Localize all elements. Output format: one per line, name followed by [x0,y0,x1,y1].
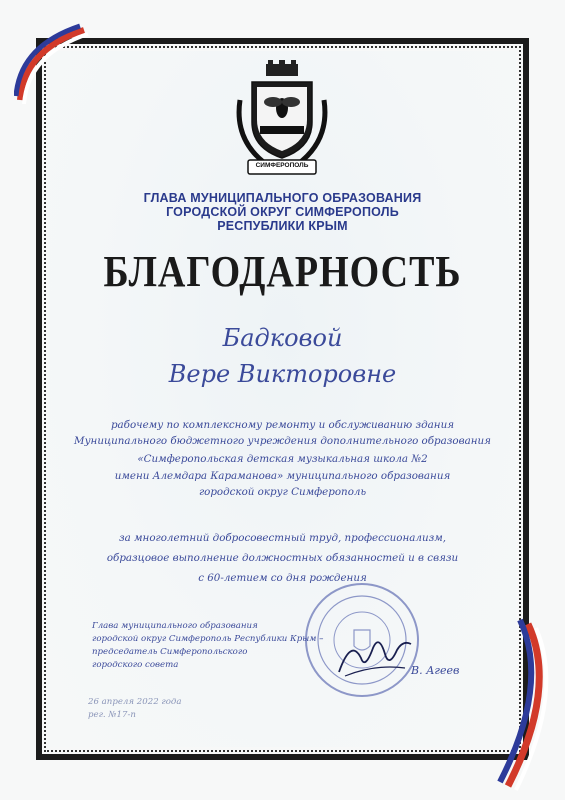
position-line-4: имени Алемдара Караманова» муниципального образования [114,470,451,482]
issue-date-block [88,696,182,722]
signatory-line-3: председатель Симферопольского [92,647,248,657]
reason-line-3: с 60-летием со дня рождения [198,572,367,584]
position-line-3: «Симферопольская детская музыкальная школа №2 [137,453,428,465]
signatory-title [92,620,332,672]
tricolor-ribbon-bottom-right [468,618,563,793]
reason-line-2: образцовое выполнение должностных обязанностей и в связи [106,552,459,564]
issue-date: 26 апреля 2022 года [88,697,182,707]
signatory-line-1: Глава муниципального образования [92,621,258,631]
document-title: БЛАГОДАРНОСТЬ [103,247,462,297]
emblem-city-label: СИМФЕРОПОЛЬ [255,162,309,169]
position-line-5: городской округ Симферополь [198,486,367,498]
header-line-1: ГЛАВА МУНИЦИПАЛЬНОГО ОБРАЗОВАНИЯ [143,191,422,205]
position-line-2: Муниципального бюджетного учреждения дополнительного образования [74,435,491,447]
recipient-name: Вере Викторовне [168,360,397,388]
simferopol-coat-of-arms [232,60,332,178]
registration-number: рег. №17-п [88,710,136,720]
signatory-line-4: городского совета [92,660,179,670]
position-line-1: рабочему по комплексному ремонту и обслуживанию здания [110,419,455,431]
tricolor-ribbon-top-left [14,20,94,110]
header-line-2: ГОРОДСКОЙ ОКРУГ СИМФЕРОПОЛЬ [166,205,399,219]
signatory-line-2: городской округ Симферополь Республики Крым – [92,634,324,644]
handwritten-signature [335,628,415,683]
recipient-surname: Бадковой [222,324,343,352]
header-line-3: РЕСПУБЛИКИ КРЫМ [217,219,348,233]
signer-name: В. Агеев [411,664,460,677]
reason-line-1: за многолетний добросовестный труд, профессионализм, [118,532,447,544]
